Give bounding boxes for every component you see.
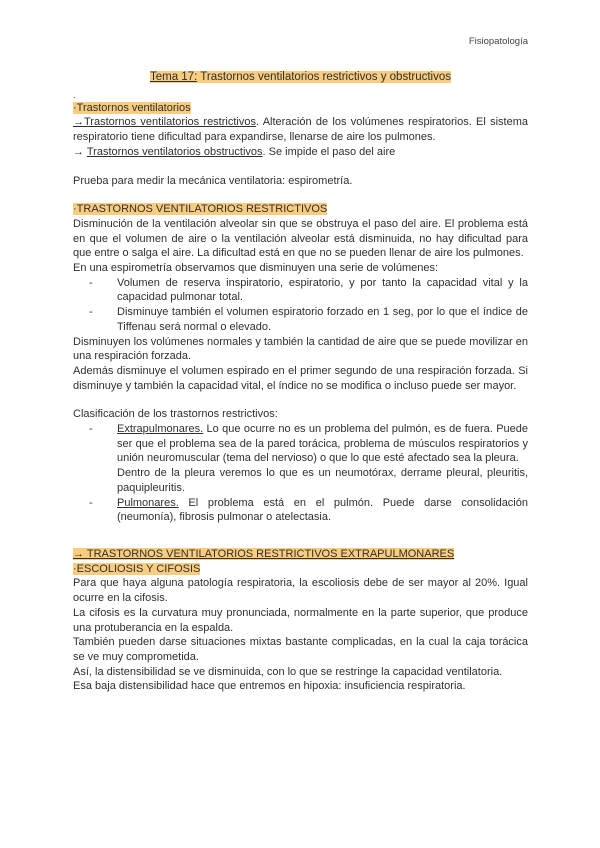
item-text: . Se impide el paso del aire (262, 145, 396, 158)
arrow-glyph: → (73, 145, 87, 158)
item-text: Lo que ocurre no es un problema del pulmón, es de fuera. Puede ser que el problema sea de la pared torácica, problema de músculos respiratorios y unión neuromuscular (tema del nervioso) o que lo que esté afectado sea la pleura. (117, 423, 528, 465)
document-body (73, 70, 528, 694)
subsection-heading: ·ESCOLIOSIS Y CIFOSIS (73, 562, 201, 575)
paragraph: Así, la distensibilidad se ve disminuida, con lo que se restringe la capacidad ventilatoria. (73, 665, 503, 678)
item-text: . Alteración de los volúmenes respiratorios. El sistema respiratorio tiene dificultad para expandirse, llenarse de aire los pulmones. (73, 116, 528, 144)
list-item-pulmonares (107, 496, 528, 525)
volume-list (73, 276, 528, 335)
section-heading: ·Trastornos ventilatorios (73, 101, 191, 114)
arrow-glyph: → (73, 116, 84, 129)
list-item-extrapulmonares (107, 422, 528, 496)
section-heading: ·TRASTORNOS VENTILATORIOS RESTRICTIVOS (73, 203, 328, 216)
item-obstructivos (73, 145, 528, 160)
paragraph: También pueden darse situaciones mixtas bastante complicadas, en la cual la caja torácica se ve muy comprometida. (73, 636, 528, 663)
paragraph: Disminución de la ventilación alveolar sin que se obstruya el paso del aire. El problema está en que el volumen de aire o la ventilación alveolar está disminuida, no hay dificultad para que entre o salga el aire. La dificultad está en que no se pueden llenar de aire los pulmones. (73, 217, 528, 260)
stray-dot: . (73, 89, 76, 100)
paragraph: En una espirometría observamos que disminuyen una serie de volúmenes: (73, 262, 439, 275)
test-paragraph: Prueba para medir la mecánica ventilatoria: espirometría. (73, 174, 353, 187)
paragraph: Esa baja distensibilidad hace que entremos en hipoxia: insuficiencia respiratoria. (73, 680, 466, 693)
section-restrictivos (73, 202, 528, 525)
section-ventilatorios (73, 101, 528, 189)
section-heading: → TRASTORNOS VENTILATORIOS RESTRICTIVOS EXTRAPULMONARES (73, 547, 455, 560)
title-text: Trastornos ventilatorios restrictivos y obstructivos (197, 71, 452, 83)
item-label: Pulmonares. (117, 496, 179, 509)
paragraph: La cifosis es la curvatura muy pronunciada, normalmente en la parte superior, que produce una protuberancia en la espalda. (73, 606, 528, 634)
item-restrictivos (73, 115, 528, 144)
page-title (73, 70, 528, 85)
paragraph: Disminuyen los volúmenes normales y también la cantidad de aire que se puede movilizar en una respiración forzada. (73, 335, 528, 363)
section-extrapulmonares (73, 547, 528, 694)
item-subtext: Dentro de la pleura veremos lo que es un neumotórax, derrame pleural, pleuritis, paquipleuritis. (117, 467, 528, 494)
title-prefix: Tema 17: (149, 71, 198, 83)
item-text: El problema está en el pulmón. Puede darse consolidación (neumonía), fibrosis pulmonar o atelectasia. (117, 496, 528, 524)
list-item: - Volumen de reserva inspiratorio, espiratorio, y por tanto la capacidad vital y la capacidad pulmonar total. (107, 276, 528, 305)
paragraph: Clasificación de los trastornos restrictivos: (73, 408, 278, 421)
paragraph: Además disminuye el volumen espirado en el primer segundo de una respiración forzada. Si disminuye y también la capacidad vital, el índice no se modifica o incluso puede ser mayor. (73, 364, 528, 392)
paragraph: Para que haya alguna patología respiratoria, la escoliosis debe de ser mayor al 20%. Igual ocurre en la cifosis. (73, 577, 528, 605)
item-label: Trastornos ventilatorios restrictivos (84, 116, 256, 129)
header-subject: Fisiopatología (468, 36, 528, 47)
list-item: - Disminuye también el volumen espiratorio forzado en 1 seg, por lo que el índice de Tiffenau será normal o elevado. (107, 305, 528, 334)
item-label: Trastornos ventilatorios obstructivos (86, 145, 263, 158)
classification-list (73, 422, 528, 525)
item-label: Extrapulmonares. (117, 423, 204, 436)
